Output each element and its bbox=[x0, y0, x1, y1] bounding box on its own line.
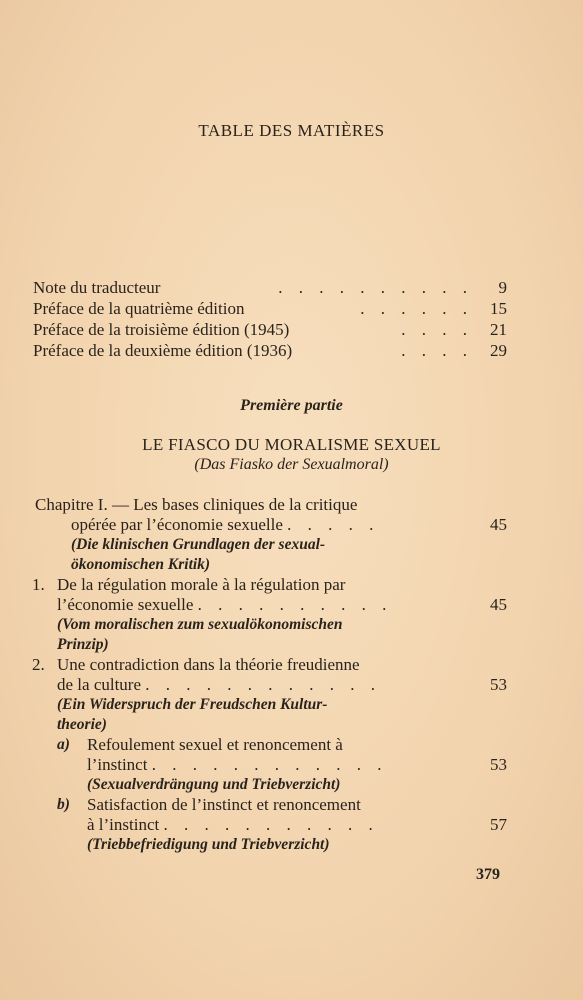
page-number: 29 bbox=[490, 341, 507, 360]
section-title-line1: Une contradiction dans la théorie freudienne bbox=[57, 655, 360, 674]
section-title-text: l’économie sexuelle bbox=[57, 595, 194, 614]
subsection-german: (Triebbefriedigung und Triebverzicht) bbox=[87, 836, 330, 853]
leader-dots: . . . . . . . . . . bbox=[197, 595, 393, 614]
section-german-line2: Prinzip) bbox=[57, 636, 109, 653]
page-number: 21 bbox=[490, 320, 507, 339]
chapter-title-line1: Chapitre I. — Les bases cliniques de la critique bbox=[35, 495, 358, 514]
entry-label: Préface de la troisième édition (1945) bbox=[33, 320, 290, 339]
chapter-german-line1: (Die klinischen Grundlagen der sexual- bbox=[71, 536, 326, 553]
subsection-letter: b) bbox=[57, 796, 70, 813]
subsection-title-text: l’instinct bbox=[87, 755, 148, 774]
section-number: 1. bbox=[32, 575, 45, 594]
page-number: 53 bbox=[490, 675, 507, 694]
page-folio: 379 bbox=[476, 866, 500, 883]
subsection-title-line1: Satisfaction de l’instinct et renoncement bbox=[87, 795, 361, 814]
part-title: LE FIASCO DU MORALISME SEXUEL bbox=[142, 435, 441, 454]
chapter-title-text: opérée par l’économie sexuelle bbox=[71, 515, 283, 534]
section-title-line2 bbox=[57, 594, 392, 615]
subsection-letter: a) bbox=[57, 736, 70, 753]
part-label: Première partie bbox=[240, 397, 343, 414]
subsection-title-text: à l’instinct bbox=[87, 815, 160, 834]
subsection-title-line2 bbox=[87, 754, 387, 775]
page-number: 45 bbox=[490, 595, 507, 614]
leader-dots: . . . . bbox=[401, 320, 473, 339]
toc-entry-preface-3 bbox=[33, 319, 507, 340]
entry-label: Préface de la quatrième édition bbox=[33, 299, 245, 318]
entry-label: Note du traducteur bbox=[33, 278, 161, 297]
leader-dots: . . . . . bbox=[287, 515, 380, 534]
entry-label: Préface de la deuxième édition (1936) bbox=[33, 341, 293, 360]
section-title-text: de la culture bbox=[57, 675, 142, 694]
section-number: 2. bbox=[32, 655, 45, 674]
section-german-line1: (Vom moralischen zum sexualökonomischen bbox=[57, 616, 343, 633]
subsection-title-line1: Refoulement sexuel et renoncement à bbox=[87, 735, 343, 754]
page-number: 45 bbox=[490, 515, 507, 534]
leader-dots: . . . . bbox=[401, 341, 473, 360]
subsection-german: (Sexualverdrängung und Triebverzicht) bbox=[87, 776, 341, 793]
subsection-title-line2 bbox=[87, 814, 379, 835]
section-title-line2 bbox=[57, 674, 381, 695]
leader-dots: . . . . . . bbox=[360, 299, 473, 318]
section-german-line1: (Ein Widerspruch der Freudschen Kultur- bbox=[57, 696, 328, 713]
part-subtitle: (Das Fiasko der Sexualmoral) bbox=[194, 456, 389, 473]
chapter-german-line2: ökonomischen Kritik) bbox=[71, 556, 211, 573]
leader-dots: . . . . . . . . . . . . bbox=[145, 675, 382, 694]
leader-dots: . . . . . . . . . . bbox=[278, 278, 473, 297]
page-number: 9 bbox=[498, 278, 507, 297]
toc-entry-preface-4 bbox=[33, 298, 507, 319]
preface-list bbox=[33, 277, 507, 361]
page-number: 53 bbox=[490, 755, 507, 774]
toc-entry-translator-note bbox=[33, 277, 507, 298]
page-number: 15 bbox=[490, 299, 507, 318]
leader-dots: . . . . . . . . . . . bbox=[163, 815, 379, 834]
section-title-line1: De la régulation morale à la régulation par bbox=[57, 575, 346, 594]
toc-entry-preface-2 bbox=[33, 340, 507, 361]
section-german-line2: theorie) bbox=[57, 716, 107, 733]
page-title: TABLE DES MATIÈRES bbox=[198, 121, 385, 140]
leader-dots: . . . . . . . . . . . . bbox=[151, 755, 388, 774]
page-number: 57 bbox=[490, 815, 507, 834]
chapter-title-line2 bbox=[71, 514, 379, 535]
